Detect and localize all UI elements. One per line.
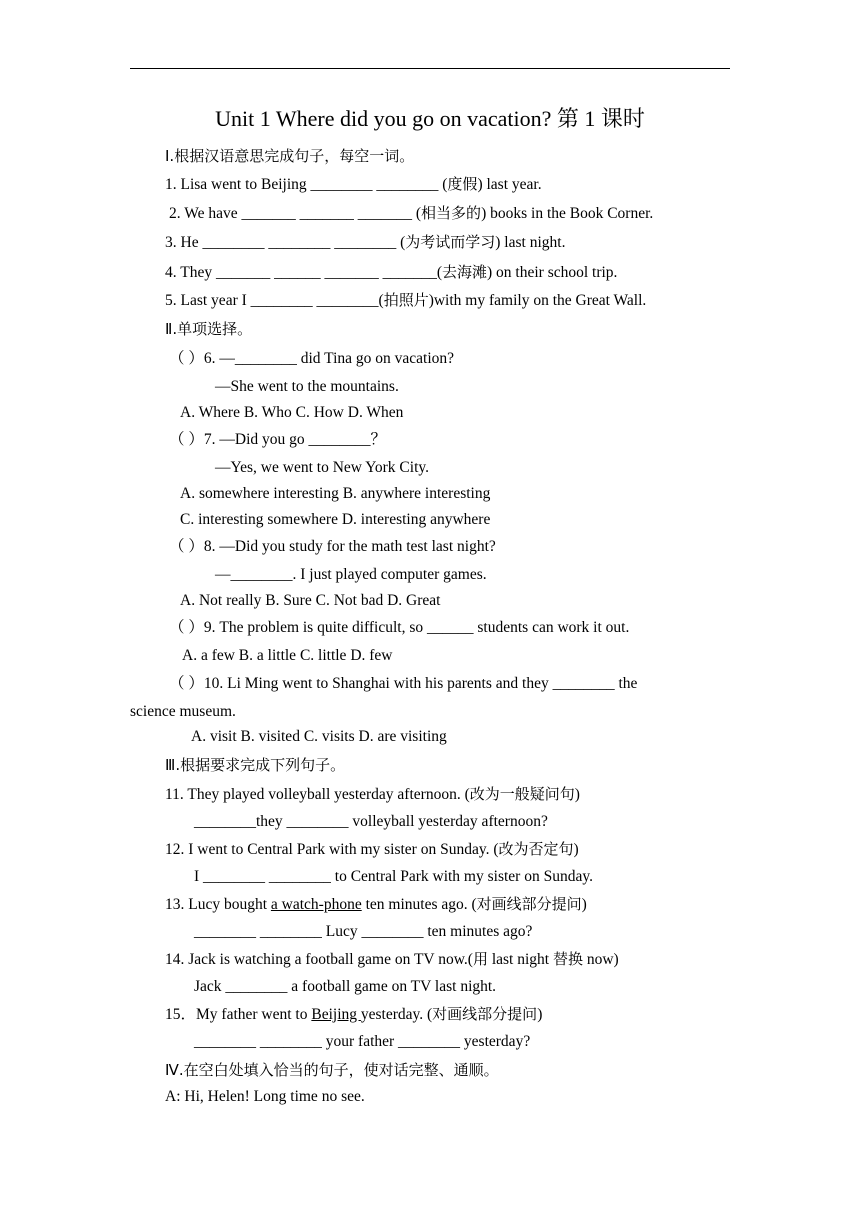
q9-options: A. a few B. a little C. little D. few (182, 647, 393, 664)
q12-answer-line: I ________ ________ to Central Park with my sister on Sunday. (194, 868, 593, 885)
q8-stem: （ ）8. —Did you study for the math test last night? (169, 538, 496, 555)
q15-answer-line: ________ ________ your father ________ yesterday? (194, 1033, 531, 1050)
q13-stem: 13. Lucy bought a watch-phone ten minutes ago. (对画线部分提问) (165, 895, 587, 913)
q13-answer-line: ________ ________ Lucy ________ ten minutes ago? (194, 923, 533, 940)
q10-stem-cont: science museum. (130, 703, 236, 720)
q7-options-2: C. interesting somewhere D. interesting anywhere (180, 511, 491, 528)
q9-stem: （ ）9. The problem is quite difficult, so ______ students can work it out. (169, 619, 630, 636)
part1-item-4: 4. They _______ ______ _______ _______(去海滩) on their school trip. (165, 263, 618, 281)
q7-options-1: A. somewhere interesting B. anywhere interesting (180, 485, 491, 502)
q6-reply: —She went to the mountains. (215, 378, 399, 395)
section-1-heading: Ⅰ.根据汉语意思完成句子，每空一词。 (165, 147, 415, 165)
q7-stem: （ ）7. —Did you go ________？ (169, 431, 387, 448)
q8-options: A. Not really B. Sure C. Not bad D. Great (180, 592, 441, 609)
q12-stem: 12. I went to Central Park with my sister on Sunday. (改为否定句) (165, 840, 579, 858)
q15-stem: 15．My father went to Beijing yesterday. (对画线部分提问) (165, 1005, 543, 1023)
page-title: Unit 1 Where did you go on vacation? 第 1 课时 (215, 106, 645, 131)
q13-underlined-phrase: a watch-phone (270, 896, 362, 913)
part1-item-3: 3. He ________ ________ ________ (为考试而学习) last night. (165, 233, 566, 251)
q14-answer-line: Jack ________ a football game on TV last night. (194, 978, 497, 995)
section-4-heading: Ⅳ.在空白处填入恰当的句子，使对话完整、通顺。 (165, 1061, 499, 1079)
part1-item-2: 2. We have _______ _______ _______ (相当多的) books in the Book Corner. (169, 204, 654, 222)
q6-options: A. Where B. Who C. How D. When (180, 404, 404, 421)
part1-item-1: 1. Lisa went to Beijing ________ ________ (度假) last year. (165, 175, 542, 193)
section-2-heading: Ⅱ.单项选择。 (165, 320, 253, 338)
q14-stem: 14. Jack is watching a football game on TV now.(用 last night 替换 now) (165, 950, 619, 968)
q10-options: A. visit B. visited C. visits D. are visiting (191, 728, 447, 745)
q15-underlined-phrase: Beijing (311, 1006, 361, 1023)
header-rule (130, 68, 730, 69)
q6-stem: （ ）6. —________ did Tina go on vacation? (169, 350, 455, 367)
dialog-line-a1: A: Hi, Helen! Long time no see. (165, 1088, 365, 1105)
section-3-heading: Ⅲ.根据要求完成下列句子。 (165, 756, 346, 774)
q11-stem: 11. They played volleyball yesterday afternoon. (改为一般疑问句) (165, 785, 580, 803)
part1-item-5: 5. Last year I ________ ________(拍照片)with my family on the Great Wall. (165, 291, 647, 309)
q8-reply: —________. I just played computer games. (215, 566, 487, 583)
q11-answer-line: ________they ________ volleyball yesterday afternoon? (194, 813, 548, 830)
q10-stem: （ ）10. Li Ming went to Shanghai with his parents and they ________ the (169, 675, 638, 692)
q7-reply: —Yes, we went to New York City. (215, 459, 430, 476)
